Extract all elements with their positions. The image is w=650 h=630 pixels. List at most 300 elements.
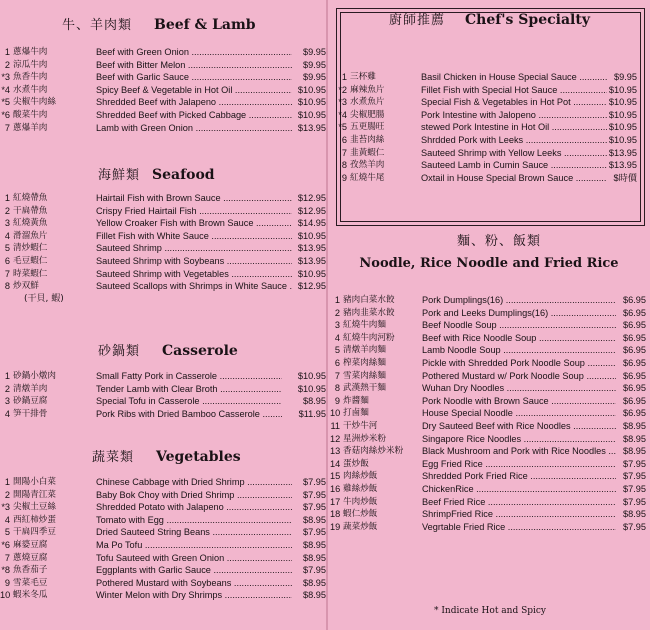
- item-number: 5: [4, 243, 10, 254]
- item-number: 5: [334, 345, 340, 356]
- item-name-en: Beef with Green Onion .....: [96, 46, 292, 59]
- item-price: $8.95: [303, 552, 326, 563]
- item-price: $13.95: [297, 243, 326, 254]
- item-name-en: Chinese Cabbage with Dried Shrimp .....: [96, 476, 292, 489]
- item-price: $7.95: [303, 502, 326, 513]
- item-name-zh: 滑溜魚片: [13, 230, 48, 241]
- item-name-zh: 豬肉韭菜水餃: [343, 307, 395, 318]
- item-name-zh: 清炒蝦仁: [13, 243, 48, 254]
- item-number: 7: [4, 552, 10, 563]
- vegetables-item-list: [0, 476, 326, 602]
- item-number: *3: [1, 502, 10, 513]
- page-fold-divider: [326, 0, 328, 630]
- section-title-en: Noodle, Rice Noodle and Fried Rice: [359, 256, 619, 271]
- item-name-zh: 炒双鮮: [13, 281, 39, 292]
- item-price: $6.95: [623, 320, 646, 331]
- item-name-zh: 紅燒牛尾: [350, 172, 385, 183]
- item-name-en: Beef with Garlic Sauce .....: [96, 71, 292, 84]
- item-number: 16: [330, 483, 341, 494]
- item-number: *2: [338, 84, 347, 95]
- item-price: $12.95: [297, 281, 326, 292]
- item-name-zh: 尖椒肥腸: [350, 109, 385, 120]
- item-name-en: Baby Bok Choy with Dried Shrimp .....: [96, 489, 292, 502]
- item-number: 6: [334, 357, 340, 368]
- item-number: 9: [341, 172, 347, 183]
- item-price: $6.95: [623, 332, 646, 343]
- beef-item-list: [0, 46, 326, 134]
- item-name-en: Spicy Beef & Vegetable in Hot Oil .....: [96, 84, 292, 97]
- item-name-en: Tender Lamb with Clear Broth .....: [96, 383, 282, 396]
- menu-item: [0, 514, 326, 527]
- section-casserole: [0, 340, 326, 420]
- menu-item: [0, 501, 326, 514]
- menu-item: [330, 319, 646, 332]
- item-name-en: Pork and Leeks Dumplings(16) .....: [422, 307, 616, 320]
- item-name-en: Fillet Fish with White Sauce .....: [96, 230, 292, 243]
- item-price: $12.95: [297, 193, 326, 203]
- item-name-zh: 開陽青江菜: [13, 489, 56, 500]
- item-name-zh: 砂鍋小燉肉: [13, 371, 56, 381]
- item-name-en: Sauteed Lamb in Cumin Sauce .....: [421, 159, 607, 172]
- menu-item: [0, 255, 326, 268]
- item-number: 2: [4, 59, 10, 70]
- item-number: *8: [1, 565, 10, 576]
- item-name-en: House Special Noodle .....: [422, 407, 616, 420]
- item-name-zh: 麻婆豆腐: [13, 539, 48, 550]
- item-name-en: Pothered Mustard w/ Pork Noodle Soup .....: [422, 370, 616, 383]
- menu-item: [0, 109, 326, 122]
- menu-item: [330, 496, 646, 509]
- item-number: 4: [4, 230, 10, 241]
- item-name-zh: 干炒牛河: [343, 420, 378, 431]
- item-name-zh: 干扁帶魚: [13, 205, 48, 216]
- item-price: $8.95: [623, 446, 646, 457]
- item-name-zh: 麻辣魚片: [350, 84, 385, 95]
- item-name-en: Beef with Rice Noodle Soup .....: [422, 332, 616, 345]
- item-name-en: Black Mushroom and Pork with Rice Noodles .....: [422, 445, 616, 458]
- item-name-en: stewed Pork Intestine in Hot Oil .....: [421, 121, 607, 134]
- item-price: $13.95: [608, 160, 637, 171]
- menu-item: [330, 458, 646, 471]
- section-noodle-rice: [330, 232, 648, 533]
- section-header: [0, 446, 326, 468]
- section-title-en: Casserole: [162, 343, 238, 359]
- item-number: 4: [334, 332, 340, 343]
- item-price: $9.95: [303, 59, 326, 70]
- item-price: $11.95: [298, 408, 326, 419]
- section-beef-lamb: [0, 14, 326, 134]
- menu-item: [337, 147, 637, 160]
- section-title-zh: 蔬菜類: [92, 450, 135, 465]
- section-title-en: Seafood: [152, 167, 215, 183]
- item-number: 1: [4, 477, 10, 487]
- item-name-en: Fillet Fish with Special Hot Sauce .....: [421, 84, 607, 97]
- item-price: $14.95: [297, 218, 326, 229]
- item-price: $8.95: [303, 590, 326, 601]
- item-name-en: Special Fish & Vegetables in Hot Pot .....: [421, 96, 607, 109]
- item-name-en: Singapore Rice Noodles .....: [422, 433, 616, 446]
- item-name-en: Sauteed Shrimp with Yellow Leeks .....: [421, 147, 607, 160]
- menu-item: [337, 159, 637, 172]
- item-number: 1: [4, 371, 10, 381]
- item-name-en: Tomato with Egg .....: [96, 514, 292, 527]
- menu-item: [0, 564, 326, 577]
- item-price: $6.95: [623, 395, 646, 406]
- item-price: $10.95: [608, 134, 637, 145]
- item-name-en: Eggplants with Garlic Sauce .....: [96, 564, 292, 577]
- item-name-en: Shredded Beef with Jalapeno .....: [96, 96, 292, 109]
- item-name-zh: 紅燒牛肉麵: [343, 320, 386, 331]
- item-name-zh: 紅燒牛肉河粉: [343, 332, 395, 343]
- item-name-zh: 砂鍋豆腐: [13, 396, 48, 407]
- item-number: 7: [334, 370, 340, 381]
- item-price: $13.95: [608, 147, 637, 158]
- item-number: *3: [1, 72, 10, 83]
- item-price: $13.95: [297, 122, 326, 133]
- item-name-zh: 肉絲炒飯: [343, 471, 378, 482]
- item-number: 5: [4, 527, 10, 538]
- item-price: $10.95: [297, 268, 326, 279]
- item-name-zh: 打鹵麵: [343, 408, 369, 419]
- item-name-zh: 香菇肉絲炒米粉: [343, 446, 404, 457]
- menu-item: [337, 121, 637, 134]
- chef-item-list: [337, 71, 637, 184]
- menu-item: [0, 280, 326, 293]
- item-name-zh: 蔬菜炒飯: [343, 521, 378, 532]
- menu-item: [330, 294, 646, 307]
- menu-item: [0, 84, 326, 97]
- item-name-en: Small Fatty Pork in Casserole .....: [96, 370, 282, 383]
- menu-item: [0, 383, 326, 396]
- menu-item: [330, 445, 646, 458]
- item-number: 10: [0, 590, 11, 601]
- item-name-en: Egg Fried Rice .....: [422, 458, 616, 471]
- item-number: *4: [338, 109, 347, 120]
- menu-item: [0, 230, 326, 243]
- item-price: $7.95: [623, 521, 646, 532]
- item-number: 3: [4, 218, 10, 229]
- menu-item: [330, 420, 646, 433]
- item-name-zh: 開陽小白菜: [13, 477, 56, 487]
- menu-item: [0, 489, 326, 502]
- item-number: *6: [1, 109, 10, 120]
- item-price: $10.95: [297, 84, 326, 95]
- item-number: 1: [4, 193, 10, 203]
- item-name-en: Ma Po Tofu .....: [96, 539, 292, 552]
- section-title-zh: 牛、羊肉類: [62, 18, 133, 33]
- item-price: $6.95: [623, 307, 646, 318]
- item-name-en: Pork Intestine with Jalopeno .....: [421, 109, 607, 122]
- section-title-zh: 海鮮類: [98, 168, 141, 183]
- section-header: [0, 340, 326, 362]
- item-name-zh: 榨菜肉絲麵: [343, 357, 386, 368]
- item-name-en: Tofu Sauteed with Green Onion .....: [96, 552, 292, 565]
- item-name-zh: 尖椒土豆絲: [13, 502, 56, 513]
- menu-item: [330, 332, 646, 345]
- item-name-zh: 清燉羊肉麵: [343, 345, 386, 356]
- section-title-zh: 廚師推薦: [389, 13, 446, 28]
- item-name-zh: 韭苔肉絲: [350, 134, 385, 145]
- item-name-en: Sauteed Shrimp .....: [96, 242, 292, 255]
- menu-item: [330, 357, 646, 370]
- item-number: 2: [334, 307, 340, 318]
- menu-item: [0, 395, 326, 408]
- item-number: 12: [330, 433, 341, 444]
- item-name-zh: 魚香牛肉: [13, 72, 48, 83]
- item-name-en: Pickle with Shredded Pork Noodle Soup .....: [422, 357, 616, 370]
- item-name-en: ChickenRice .....: [422, 483, 616, 496]
- item-price: $6.95: [623, 370, 646, 381]
- item-name-en: Sauteed Shrimp with Soybeans .....: [96, 255, 292, 268]
- item-name-zh: 酸菜牛肉: [13, 109, 48, 120]
- item-name-zh: 韭黃蝦仁: [350, 147, 385, 158]
- item-number: 18: [330, 509, 341, 520]
- item-name-en: Winter Melon with Dry Shrimps .....: [96, 589, 292, 602]
- item-name-zh: 干扁四季豆: [13, 527, 56, 538]
- item-number: 11: [330, 420, 340, 431]
- item-name-zh: 涼瓜牛肉: [13, 59, 48, 70]
- item-name-zh: 炸醬麵: [343, 395, 369, 406]
- item-number: 7: [341, 147, 347, 158]
- section-title-en: Vegetables: [156, 449, 241, 465]
- item-price: $10.95: [608, 109, 637, 120]
- item-number: 8: [4, 281, 10, 292]
- item-price: $10.95: [297, 383, 326, 394]
- menu-item: [0, 217, 326, 230]
- item-number: 7: [4, 122, 10, 133]
- item-number: 8: [334, 383, 340, 394]
- menu-item: [0, 476, 326, 489]
- item-name-zh: 蔥爆羊肉: [13, 122, 48, 133]
- section-header: [337, 9, 590, 31]
- item-price: $12.95: [297, 205, 326, 216]
- section-title-zh: 麵、粉、飯類: [456, 234, 541, 249]
- item-price: $10.95: [297, 109, 326, 120]
- item-name-zh: 蝦仁炒飯: [343, 509, 378, 520]
- item-name-en: Pothered Mustard with Soybeans .....: [96, 577, 292, 590]
- item-price: $6.95: [623, 357, 646, 368]
- item-name-en: Sauteed Shrimp with Vegetables .....: [96, 268, 292, 281]
- menu-item: [337, 84, 637, 97]
- item-price: $10.95: [608, 122, 637, 133]
- section-title-zh: 砂鍋類: [98, 344, 141, 359]
- item-name-zh: 西紅柿炒蛋: [13, 514, 56, 525]
- item-price: $7.95: [303, 527, 326, 538]
- item-number: 1: [341, 72, 347, 82]
- menu-item: [0, 96, 326, 109]
- item-name-zh: 尖椒牛肉絲: [13, 97, 56, 108]
- section-title-en: Chef's Specialty: [465, 12, 590, 28]
- item-name-en: Yellow Croaker Fish with Brown Sauce .....: [96, 217, 292, 230]
- item-price: $10.95: [608, 97, 637, 108]
- item-name-en: Dry Sauteed Beef with Rice Noodles .....: [422, 420, 616, 433]
- item-name-zh: 蛋炒飯: [343, 458, 369, 469]
- item-price: $13.95: [297, 255, 326, 266]
- menu-item: [0, 205, 326, 218]
- menu-item: [0, 370, 326, 383]
- item-price: $8.95: [303, 577, 326, 588]
- item-number: 4: [4, 514, 10, 525]
- item-price: $10.95: [608, 84, 637, 95]
- item-name-en: Hairtail Fish with Brown Sauce .....: [96, 192, 292, 205]
- item-name-en: Vegrtable Fried Rice .....: [422, 521, 616, 534]
- item-number: 1: [4, 47, 10, 57]
- item-name-en: Pork Dumplings(16) .....: [422, 294, 616, 307]
- item-name-zh: 牛肉炒飯: [343, 496, 378, 507]
- item-name-en: Lamb Noodle Soup .....: [422, 344, 616, 357]
- menu-item: [337, 109, 637, 122]
- item-number: 13: [330, 446, 341, 457]
- menu-item: [330, 370, 646, 383]
- menu-item: [337, 71, 637, 84]
- item-name-zh: 三杯雞: [350, 72, 376, 82]
- item-price: $8.95: [623, 433, 646, 444]
- item-price: $6.95: [623, 345, 646, 356]
- item-name-zh: 清燉羊肉: [13, 383, 48, 394]
- item-price: $7.95: [623, 471, 646, 482]
- seafood-item-list: [0, 192, 326, 293]
- item-name-zh: 雞絲炒飯: [343, 483, 378, 494]
- item-price: $7.95: [303, 565, 326, 576]
- item-name-en: Sauteed Scallops with Shrimps in White Sauce .....: [96, 280, 292, 293]
- item-name-en: Oxtail in House Special Brown Sauce .....: [421, 172, 607, 185]
- item-number: 6: [4, 255, 10, 266]
- item-name-zh: 蔥爆牛肉: [13, 47, 48, 57]
- item-price: $9.95: [303, 72, 326, 83]
- item-price: $6.95: [623, 383, 646, 394]
- item-name-zh: 毛豆蝦仁: [13, 255, 48, 266]
- item-name-zh: 蝦米冬瓜: [13, 590, 48, 601]
- section-header: [0, 164, 326, 186]
- item-number: 2: [4, 383, 10, 394]
- menu-item: [330, 382, 646, 395]
- item-name-zh: 魚香茄子: [13, 565, 48, 576]
- item-name-en: Basil Chicken in House Special Sauce .....: [421, 71, 607, 84]
- item-name-en: ShrimpFried Rice .....: [422, 508, 616, 521]
- item-price: $時價: [613, 172, 637, 183]
- item-name-en: Crispy Fried Hairtail Fish .....: [96, 205, 292, 218]
- item-price: $6.95: [623, 408, 646, 419]
- menu-item: [0, 589, 326, 602]
- menu-item: [0, 408, 326, 421]
- item-number: 17: [330, 496, 341, 507]
- section-title-en: Beef & Lamb: [154, 17, 256, 33]
- chefs-specialty-box: [336, 8, 645, 226]
- item-price: $6.95: [623, 295, 646, 305]
- item-number: *5: [338, 122, 347, 133]
- noodle-item-list: [330, 294, 646, 533]
- item-price: $7.95: [623, 483, 646, 494]
- menu-item: [337, 172, 637, 185]
- item-price: $10.95: [297, 97, 326, 108]
- item-number: 15: [330, 471, 341, 482]
- menu-item: [0, 539, 326, 552]
- menu-item: [330, 433, 646, 446]
- item-name-zh: 水煮魚片: [350, 97, 385, 108]
- item-number: *3: [338, 97, 347, 108]
- menu-item: [330, 483, 646, 496]
- item-price: $7.95: [303, 477, 326, 487]
- item-number: 9: [4, 577, 10, 588]
- item-name-en: Shredded Pork Fried Rice .....: [422, 470, 616, 483]
- item-name-en: Lamb with Green Onion .....: [96, 122, 292, 135]
- item-price: $10.95: [297, 371, 326, 381]
- item-name-en: Pork Ribs with Dried Bamboo Casserole .....: [96, 408, 282, 421]
- item-price: $7.95: [623, 458, 646, 469]
- item-number: 6: [341, 134, 347, 145]
- menu-item: [330, 395, 646, 408]
- item-number: 3: [334, 320, 340, 331]
- menu-item: [0, 71, 326, 84]
- item-number: *5: [1, 97, 10, 108]
- item-name-en: Beef Noodle Soup .....: [422, 319, 616, 332]
- item-name-en: Dried Sauteed String Beans .....: [96, 526, 292, 539]
- menu-item: [0, 552, 326, 565]
- item-name-en: Shredded Potato with Jalapeno .....: [96, 501, 292, 514]
- item-name-en: Wuhan Dry Noodles .....: [422, 382, 616, 395]
- item-name-en: Special Tofu in Casserole .....: [96, 395, 282, 408]
- casserole-item-list: [0, 370, 326, 420]
- item-price: $8.95: [623, 509, 646, 520]
- item-number: 19: [330, 521, 341, 532]
- item-number: *4: [1, 84, 10, 95]
- menu-item: [0, 59, 326, 72]
- item-price: $8.95: [303, 514, 326, 525]
- item-name-zh: 雪菜肉絲麵: [343, 370, 386, 381]
- item-name-en: Beef with Bitter Melon .....: [96, 59, 292, 72]
- item-number: 9: [334, 395, 340, 406]
- item-name-en: Shrdded Pork with Leeks .....: [421, 134, 607, 147]
- hot-spicy-footnote: * Indicate Hot and Spicy: [434, 606, 547, 616]
- item-number: 14: [330, 458, 341, 469]
- section-seafood: [0, 164, 326, 305]
- menu-item: [0, 242, 326, 255]
- menu-item: [330, 470, 646, 483]
- item-name-zh: 星洲炒米粉: [343, 433, 386, 444]
- item-name-en: Beef Fried Rice .....: [422, 496, 616, 509]
- item-number: 1: [334, 295, 340, 305]
- item-name-zh: 蔥燒豆腐: [13, 552, 48, 563]
- item-price: $7.95: [303, 489, 326, 500]
- menu-item: [0, 526, 326, 539]
- seafood-subnote: (干貝, 蝦): [24, 293, 64, 304]
- item-price: $8.95: [303, 539, 326, 550]
- menu-item: [0, 122, 326, 135]
- item-price: $10.95: [297, 230, 326, 241]
- item-number: 2: [4, 489, 10, 500]
- item-name-zh: 雪菜毛豆: [13, 577, 48, 588]
- section-header: [0, 14, 326, 38]
- item-number: 7: [4, 268, 10, 279]
- item-name-zh: 紅燒黃魚: [13, 218, 48, 229]
- item-name-zh: 時菜蝦仁: [13, 268, 48, 279]
- menu-item: [330, 508, 646, 521]
- menu-item: [330, 521, 646, 534]
- section-vegetables: [0, 446, 326, 602]
- item-price: $9.95: [614, 72, 637, 82]
- menu-item: [0, 192, 326, 205]
- item-number: 10: [330, 408, 341, 419]
- menu-item: [0, 268, 326, 281]
- menu-item: [330, 307, 646, 320]
- menu-item: [330, 407, 646, 420]
- item-number: 3: [4, 396, 10, 407]
- menu-item: [0, 577, 326, 590]
- item-number: *6: [1, 539, 10, 550]
- menu-item: [337, 134, 637, 147]
- menu-item: [330, 344, 646, 357]
- item-name-zh: 豬肉白菜水餃: [343, 295, 395, 305]
